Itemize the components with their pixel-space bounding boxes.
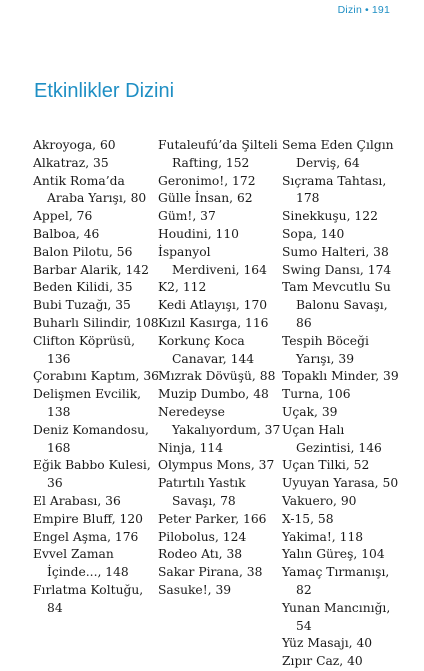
index-column-1 [33,137,161,618]
index-entry: Patırtılı Yastık Savaşı, 78 [158,476,246,508]
index-entry: Deniz Komandosu, 168 [33,422,149,455]
index-entry: Houdini, 110 [158,226,239,241]
index-entry: Kedi Atlayışı, 170 [158,298,268,313]
index-entry: Antik Roma’da Araba Yarışı, 80 [33,173,147,206]
index-entry: Sasuke!, 39 [158,582,232,597]
index-entry: X-15, 58 [282,511,334,526]
index-entry: Evvel Zaman İçinde..., 148 [33,547,129,580]
index-entry: Korkunç Koca Canavar, 144 [158,333,255,366]
index-entry: Bubi Tuzağı, 35 [33,298,131,313]
index-entry: Zıpır Caz, 40 [282,654,363,669]
index-entry: Yüz Masajı, 40 [282,636,373,651]
index-entry: Uçak, 39 [282,404,338,419]
index-entry: Neredeyse Yakalıyordum, 37 [158,404,281,437]
index-entry: Rodeo Atı, 38 [158,547,243,562]
index-entry: Topaklı Minder, 39 [282,369,399,384]
index-column-2 [158,137,282,600]
index-entry: Yunan Mancınığı, 54 [282,600,391,633]
index-entry: Geronimo!, 172 [158,173,256,188]
index-entry: Sakar Pirana, 38 [158,565,263,580]
index-entry: K2, 112 [158,280,207,295]
index-entry: Sopa, 140 [282,226,345,241]
index-entry: Gülle İnsan, 62 [158,191,253,206]
running-head-separator: • [364,4,369,16]
index-entry: Ninja, 114 [158,440,224,455]
index-entry: Muzip Dumbo, 48 [158,387,269,402]
index-entry: Appel, 76 [33,209,93,224]
index-entry: Olympus Mons, 37 [158,458,275,473]
index-entry: Eğik Babbo Kulesi, 36 [33,458,151,491]
index-entry: Alkatraz, 35 [33,155,109,170]
index-entry: Yamaç Tırmanışı, 82 [282,565,390,597]
index-column-3 [282,137,400,671]
index-entry: Sıçrama Tahtası, 178 [282,173,387,206]
index-entry: Vakuero, 90 [282,493,357,508]
index-entry: Engel Aşma, 176 [33,529,139,544]
index-entry: Empire Bluff, 120 [33,511,143,526]
index-entry: Sinekkuşu, 122 [282,209,378,224]
index-entry: Clifton Köprüsü, 136 [33,333,136,366]
index-entry: Akroyoga, 60 [33,138,116,152]
index-entry: Turna, 106 [282,387,351,402]
index-entry: Yakima!, 118 [282,529,364,544]
index-entry: Balon Pilotu, 56 [33,244,133,259]
index-entry: Uyuyan Yarasa, 50 [282,476,399,491]
index-entry: Uçan Halı Gezintisi, 146 [282,422,382,455]
index-entry: Kızıl Kasırga, 116 [158,315,269,330]
index-entry: Swing Dansı, 174 [282,262,392,277]
index-entry: Çorabını Kaptım, 36 [33,369,159,384]
index-entry: İspanyol Merdiveni, 164 [158,244,267,277]
index-entry: Buharlı Silindir, 108 [33,315,159,330]
page-number: 191 [371,4,390,16]
index-entry: Pilobolus, 124 [158,529,247,544]
index-entry: Güm!, 37 [158,209,216,224]
index-entry: El Arabası, 36 [33,493,121,508]
index-entry: Tam Mevcutlu Su Balonu Savaşı, 86 [282,280,391,330]
index-entry: Beden Kilidi, 35 [33,280,133,295]
index-entry: Balboa, 46 [33,226,100,241]
index-entry: Fırlatma Koltuğu, 84 [33,582,144,615]
running-head [338,4,390,16]
index-entry: Peter Parker, 166 [158,511,267,526]
index-entry: Delişmen Evcilik, 138 [33,387,142,419]
index-entry: Sema Eden Çılgın Derviş, 64 [282,138,394,170]
index-entry: Tespih Böceği Yarışı, 39 [282,333,369,366]
index-entry: Mızrak Dövüşü, 88 [158,369,276,384]
index-entry: Uçan Tilki, 52 [282,458,370,473]
page-title: Etkinlikler Dizini [34,80,175,102]
index-entry: Barbar Alarik, 142 [33,262,149,277]
running-head-label: Dizin [337,4,362,16]
index-entry: Yalın Güreş, 104 [282,547,385,562]
index-entry: Sumo Halteri, 38 [282,244,389,259]
index-entry: Futaleufú’da Şilteli Rafting, 152 [158,138,278,170]
